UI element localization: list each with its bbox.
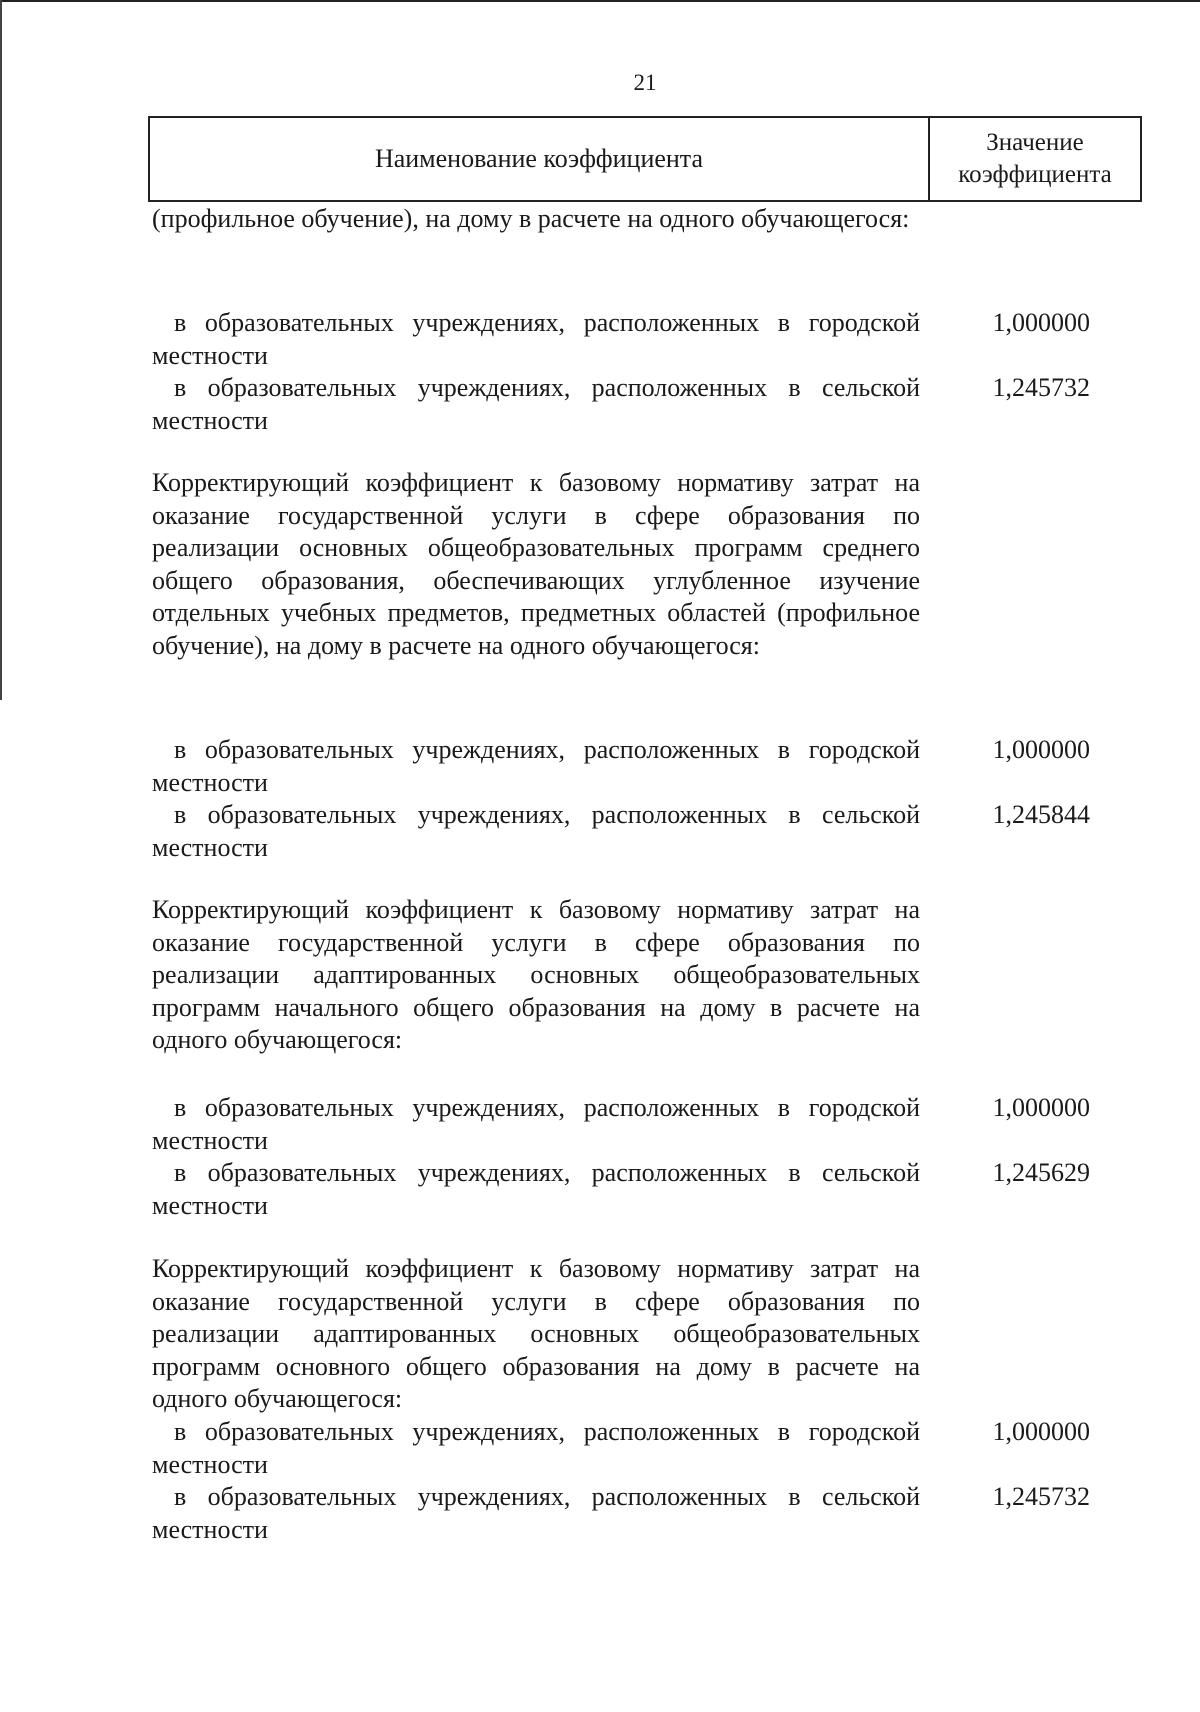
header-value-cell: Значение коэффициента [958,129,1112,188]
continuation-text: (профильное обучение), на дому в расчете на одного обучающегося: [152,204,910,233]
item-rural: в образовательных учреждениях, расположенных в сельской местности [152,1482,920,1544]
value-urban: 1,000000 [992,1417,1090,1446]
header-name-cell: Наименование коэффициента [150,118,930,200]
page-number: 21 [633,70,657,95]
table-header [148,116,1142,202]
item-urban: в образовательных учреждениях, расположенных в городской местности [152,308,920,370]
coefficient-heading: Корректирующий коэффициент к базовому нормативу затрат на оказание государственной услуги в сфере образования по реализации основных общеобразовательных программ среднего общего образования, обеспечивающих углубленное изучение отдельных учебных предметов, предметных областей (профильное обучение), на дому в расчете на одного обучающегося: [152,468,920,660]
value-rural: 1,245629 [992,1158,1090,1187]
coefficient-heading: Корректирующий коэффициент к базовому нормативу затрат на оказание государственной услуги в сфере образования по реализации адаптированных основных общеобразовательных программ основного общего образования на дому в расчете на одного обучающегося: [152,1254,920,1413]
coefficient-heading: Корректирующий коэффициент к базовому нормативу затрат на оказание государственной услуги в сфере образования по реализации адаптированных основных общеобразовательных программ начального общего образования на дому в расчете на одного обучающегося: [152,895,920,1054]
item-urban: в образовательных учреждениях, расположенных в городской местности [152,1417,920,1479]
value-rural: 1,245844 [992,800,1090,829]
item-urban: в образовательных учреждениях, расположенных в городской местности [152,1093,920,1155]
value-rural: 1,245732 [992,1482,1090,1511]
item-rural: в образовательных учреждениях, расположенных в сельской местности [152,800,920,862]
value-urban: 1,000000 [992,308,1090,337]
value-urban: 1,000000 [992,1093,1090,1122]
value-rural: 1,245732 [992,373,1090,402]
value-urban: 1,000000 [992,735,1090,764]
scan-left-edge [0,0,2,700]
item-rural: в образовательных учреждениях, расположенных в сельской местности [152,1158,920,1220]
item-urban: в образовательных учреждениях, расположенных в городской местности [152,735,920,797]
item-rural: в образовательных учреждениях, расположенных в сельской местности [152,373,920,435]
scan-top-edge [0,0,1200,2]
